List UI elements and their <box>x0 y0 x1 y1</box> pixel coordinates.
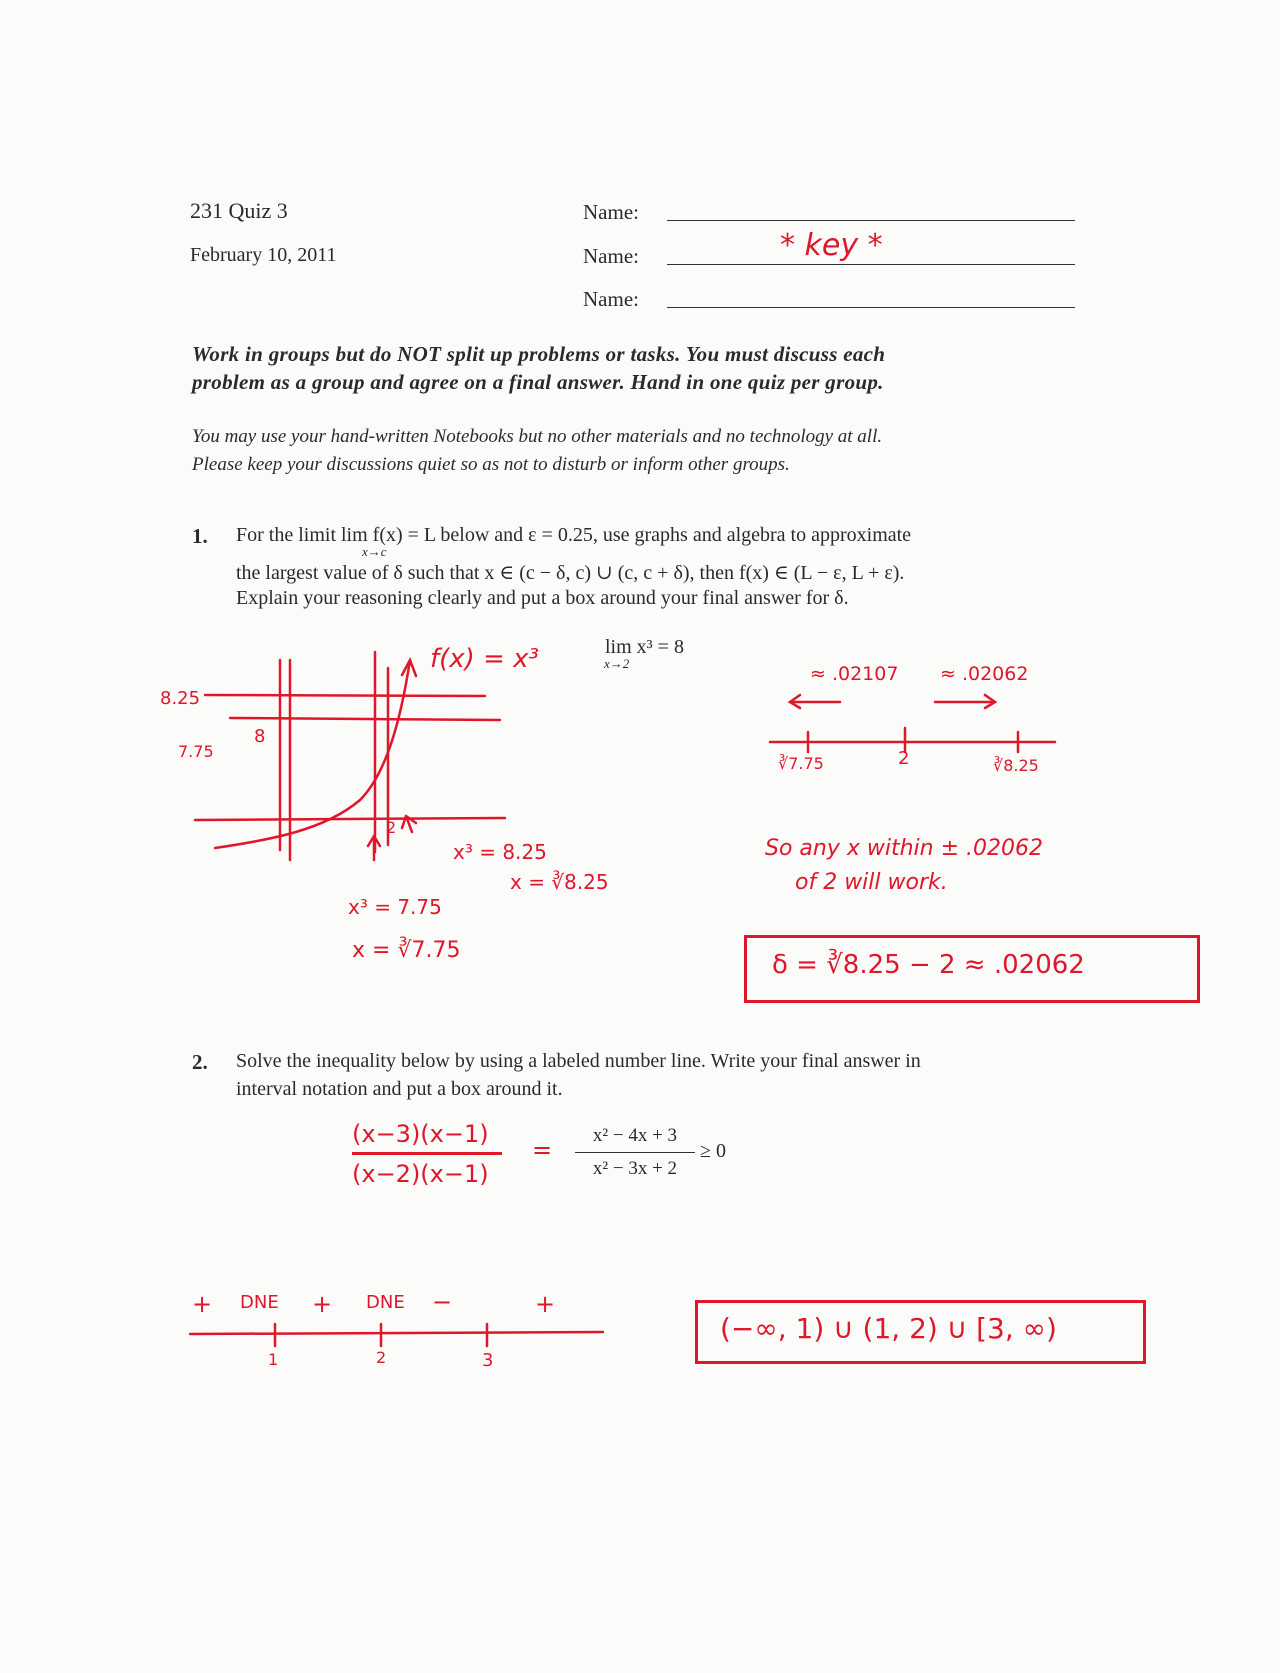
sign-4: + <box>535 1290 556 1318</box>
nl-label-right: ∛8.25 <box>993 756 1039 775</box>
instructions-italic-1: You may use your hand-written Notebooks but no other materials and no technology at all. <box>192 426 883 447</box>
inequality-denominator: x² − 3x + 2 <box>592 1158 678 1179</box>
tick-label-1: 1 <box>268 1350 279 1369</box>
y-label-lower: 7.75 <box>178 742 214 761</box>
problem1-line3: Explain your reasoning clearly and put a box around your final answer for δ. <box>236 587 849 609</box>
inequality-relation: ≥ 0 <box>700 1140 726 1162</box>
quiz-title: 231 Quiz 3 <box>190 198 288 223</box>
line-y-8-25 <box>205 695 485 696</box>
instructions-bold-2: problem as a group and agree on a final answer. Hand in one quiz per group. <box>192 370 884 394</box>
name-line-2[interactable] <box>667 264 1075 265</box>
interval-answer: (−∞, 1) ∪ (1, 2) ∪ [3, ∞) <box>720 1312 1057 1345</box>
y-label-mid: 8 <box>254 726 266 747</box>
problem2-line1: Solve the inequality below by using a labeled number line. Write your final answer in <box>236 1050 921 1072</box>
sign-2: + <box>312 1290 333 1318</box>
delta-answer: δ = ∛8.25 − 2 ≈ .02062 <box>772 950 1085 980</box>
fx-label: f(x) = x³ <box>430 644 539 674</box>
right-distance: ≈ .02062 <box>940 663 1029 685</box>
problem1-limit-sub: x→2 <box>604 656 630 671</box>
problem1-limit: lim x³ = 8 <box>605 636 684 658</box>
problem1-line2: the largest value of δ such that x ∈ (c − δ, c) ∪ (c, c + δ), then f(x) ∈ (L − ε, L + ε). <box>236 562 905 584</box>
inequality-fraction-bar <box>575 1152 695 1153</box>
factored-equals: = <box>532 1136 553 1164</box>
reason-line-1: So any x within ± .02062 <box>765 836 1043 861</box>
problem1-line1: For the limit lim f(x) = L below and ε = 0.25, use graphs and algebra to approximate <box>236 524 912 546</box>
delta-number-line <box>760 690 1060 760</box>
reason-line-2: of 2 will work. <box>795 870 948 895</box>
root-upper: x = ∛8.25 <box>510 870 609 894</box>
sign-3: − <box>432 1288 453 1316</box>
problem1-line1-sub: x→c <box>362 544 387 559</box>
name-line-3[interactable] <box>667 307 1075 308</box>
instructions-bold-1: Work in groups but do NOT split up problems or tasks. You must discuss each <box>192 342 886 366</box>
line-y-7-75 <box>230 718 500 720</box>
nl-label-left: ∛7.75 <box>778 754 824 773</box>
factored-denominator: (x−2)(x−1) <box>352 1160 489 1188</box>
factored-numerator: (x−3)(x−1) <box>352 1120 489 1148</box>
name-label-3: Name: <box>583 287 639 311</box>
eq-upper: x³ = 8.25 <box>453 840 547 864</box>
root-lower: x = ∛7.75 <box>352 938 461 963</box>
tick-label-2: 2 <box>376 1348 387 1367</box>
factored-fraction-bar <box>352 1152 502 1155</box>
inequality-numerator: x² − 4x + 3 <box>592 1125 678 1146</box>
sign-1: + <box>192 1290 213 1318</box>
graph-x-axis <box>195 818 505 820</box>
left-distance: ≈ .02107 <box>810 663 899 685</box>
y-label-upper: 8.25 <box>160 688 201 709</box>
eq-lower: x³ = 7.75 <box>348 895 442 919</box>
name-line-1[interactable] <box>667 220 1075 221</box>
dne-2: DNE <box>366 1292 405 1313</box>
problem2-number: 2. <box>192 1050 208 1074</box>
name-label-1: Name: <box>583 200 639 224</box>
problem1-number: 1. <box>192 524 208 548</box>
quiz-date: February 10, 2011 <box>190 244 337 266</box>
name-label-2: Name: <box>583 244 639 268</box>
nl-label-mid: 2 <box>898 748 910 769</box>
tick-label-3: 3 <box>482 1350 494 1371</box>
key-mark: * key * <box>780 228 883 263</box>
instructions-italic-2: Please keep your discussions quiet so as not to disturb or inform other groups. <box>192 454 790 475</box>
x-label-mid: 2 <box>386 818 397 837</box>
sign-number-line <box>185 1318 605 1358</box>
dne-1: DNE <box>240 1292 279 1313</box>
problem2-line2: interval notation and put a box around it. <box>236 1078 563 1100</box>
